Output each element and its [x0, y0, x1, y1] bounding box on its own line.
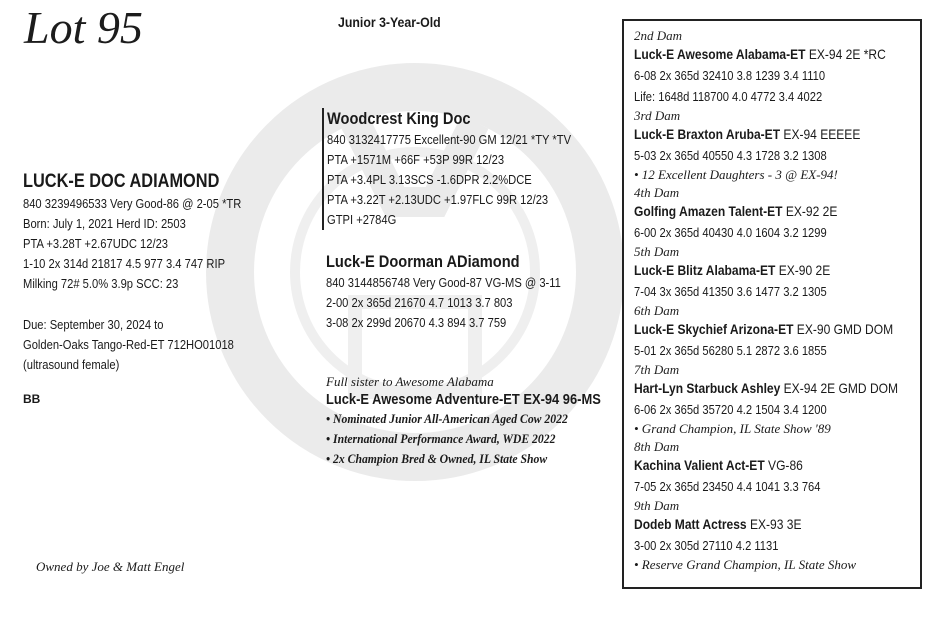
dam-entry — [634, 497, 920, 574]
dam-entry-note: • 12 Excellent Daughters - 3 @ EX-94! — [634, 167, 838, 182]
dam-entry-score: EX-93 3E — [746, 516, 802, 532]
dam-entry-name-line — [634, 124, 880, 145]
generation-label: 6th Dam — [634, 303, 680, 318]
dam-entry — [634, 184, 920, 243]
dam-name: Luck-E Doorman ADiamond — [326, 252, 520, 271]
sire-line: PTA +1571M +66F +53P 99R 12/23 — [327, 152, 505, 167]
sister-bullet: • Nominated Junior All-American Aged Cow 2022 — [326, 411, 568, 426]
class-label: Junior 3-Year-Old — [338, 14, 441, 30]
dam-entry-name: Luck-E Blitz Alabama-ET — [634, 262, 776, 278]
production-record: 7-05 2x 365d 23450 4.4 1041 3.3 764 — [634, 479, 821, 494]
animal-line: Milking 72# 5.0% 3.9p SCC: 23 — [23, 276, 179, 291]
dam-entry-name-line — [634, 378, 899, 399]
dam-entry-name: Luck-E Braxton Aruba-ET — [634, 126, 781, 142]
dam-entry — [634, 27, 920, 107]
animal-block — [23, 170, 277, 294]
dam-entry-name: Golfing Amazen Talent-ET — [634, 203, 783, 219]
dam-entry-score: EX-92 2E — [782, 203, 838, 219]
owner-text: Owned by Joe & Matt Engel — [36, 559, 185, 574]
production-record: 6-08 2x 365d 32410 3.8 1239 3.4 1110 — [634, 68, 826, 83]
animal-name: LUCK-E DOC ADIAMOND — [23, 171, 220, 192]
production-record: 5-03 2x 365d 40550 4.3 1728 3.2 1308 — [634, 148, 827, 163]
bb-label: BB — [23, 392, 41, 406]
dam-entry-name: Dodeb Matt Actress — [634, 516, 747, 532]
sire-name: Woodcrest King Doc — [327, 109, 471, 128]
dam-entry-score: EX-94 EEEEE — [780, 126, 861, 142]
generation-label: 3rd Dam — [634, 108, 681, 123]
animal-line: PTA +3.28T +2.67UDC 12/23 — [23, 236, 169, 251]
due-line: Golden-Oaks Tango-Red-ET 712HO01018 — [23, 337, 234, 352]
dam-entry-name-line — [634, 319, 894, 340]
due-block — [23, 315, 268, 375]
dam-entry-name-line — [634, 514, 880, 535]
dam-entry — [634, 438, 920, 497]
dam-line: 3-08 2x 299d 20670 4.3 894 3.7 759 — [326, 315, 507, 330]
dam-entry-score: VG-86 — [764, 457, 803, 473]
dam-entry-score: EX-90 GMD DOM — [793, 321, 894, 337]
animal-line: 1-10 2x 314d 21817 4.5 977 3.4 747 RIP — [23, 256, 226, 271]
dam-entry-name-line — [634, 44, 886, 65]
dam-line: 840 3144856748 Very Good-87 VG-MS @ 3-11 — [326, 275, 561, 290]
sire-line: PTA +3.22T +2.13UDC +1.97FLC 99R 12/23 — [327, 192, 549, 207]
production-record: 7-04 3x 365d 41350 3.6 1477 3.2 1305 — [634, 284, 827, 299]
sister-intro: Full sister to Awesome Alabama — [326, 374, 494, 389]
dam-entry — [634, 302, 920, 361]
sister-name: Luck-E Awesome Adventure-ET EX-94 96-MS — [326, 391, 601, 408]
dam-entry-name-line — [634, 455, 880, 476]
production-record: 6-06 2x 365d 35720 4.2 1504 3.4 1200 — [634, 402, 827, 417]
sire-line: 840 3132417775 Excellent-90 GM 12/21 *TY *TV — [327, 132, 572, 147]
pedigree-box — [622, 19, 922, 589]
sire-line: PTA +3.4PL 3.13SCS -1.6DPR 2.2%DCE — [327, 172, 532, 187]
generation-label: 7th Dam — [634, 362, 680, 377]
dam-entry — [634, 107, 920, 184]
generation-label: 2nd Dam — [634, 28, 683, 43]
sister-bullet: • 2x Champion Bred & Owned, IL State Show — [326, 451, 548, 466]
dam-entry-name: Luck-E Skychief Arizona-ET — [634, 321, 794, 337]
sire-block — [322, 108, 611, 230]
sister-block — [326, 373, 646, 469]
dam-entry-name: Hart-Lyn Starbuck Ashley — [634, 380, 781, 396]
dam-entry-name-line — [634, 260, 880, 281]
lot-title: Lot 95 — [24, 2, 143, 53]
dam-entry-name-line — [634, 201, 880, 222]
sire-line: GTPI +2784G — [327, 212, 397, 227]
production-record: 3-00 2x 305d 27110 4.2 1131 — [634, 538, 779, 553]
dam-entry-score: EX-90 2E — [775, 262, 831, 278]
dam-line: 2-00 2x 365d 21670 4.7 1013 3.7 803 — [326, 295, 513, 310]
dam-block — [326, 251, 599, 333]
dam-entry-score: EX-94 2E GMD DOM — [780, 380, 899, 396]
dam-entry-score: EX-94 2E *RC — [805, 46, 886, 62]
dam-entry-note: • Grand Champion, IL State Show '89 — [634, 421, 831, 436]
production-record: Life: 1648d 118700 4.0 4772 3.4 4022 — [634, 89, 823, 104]
dam-entry-note: • Reserve Grand Champion, IL State Show — [634, 557, 857, 572]
animal-line: 840 3239496533 Very Good-86 @ 2-05 *TR — [23, 196, 242, 211]
generation-label: 9th Dam — [634, 498, 680, 513]
production-record: 5-01 2x 365d 56280 5.1 2872 3.6 1855 — [634, 343, 827, 358]
dam-entry-name: Luck-E Awesome Alabama-ET — [634, 46, 806, 62]
dam-entry — [634, 243, 920, 302]
dam-entry — [634, 361, 920, 438]
due-line: (ultrasound female) — [23, 357, 120, 372]
due-line: Due: September 30, 2024 to — [23, 317, 164, 332]
sister-bullet: • International Performance Award, WDE 2022 — [326, 431, 556, 446]
production-record: 6-00 2x 365d 40430 4.0 1604 3.2 1299 — [634, 225, 827, 240]
generation-label: 8th Dam — [634, 439, 680, 454]
generation-label: 5th Dam — [634, 244, 680, 259]
generation-label: 4th Dam — [634, 185, 680, 200]
animal-line: Born: July 1, 2021 Herd ID: 2503 — [23, 216, 186, 231]
dam-entry-name: Kachina Valient Act-ET — [634, 457, 765, 473]
